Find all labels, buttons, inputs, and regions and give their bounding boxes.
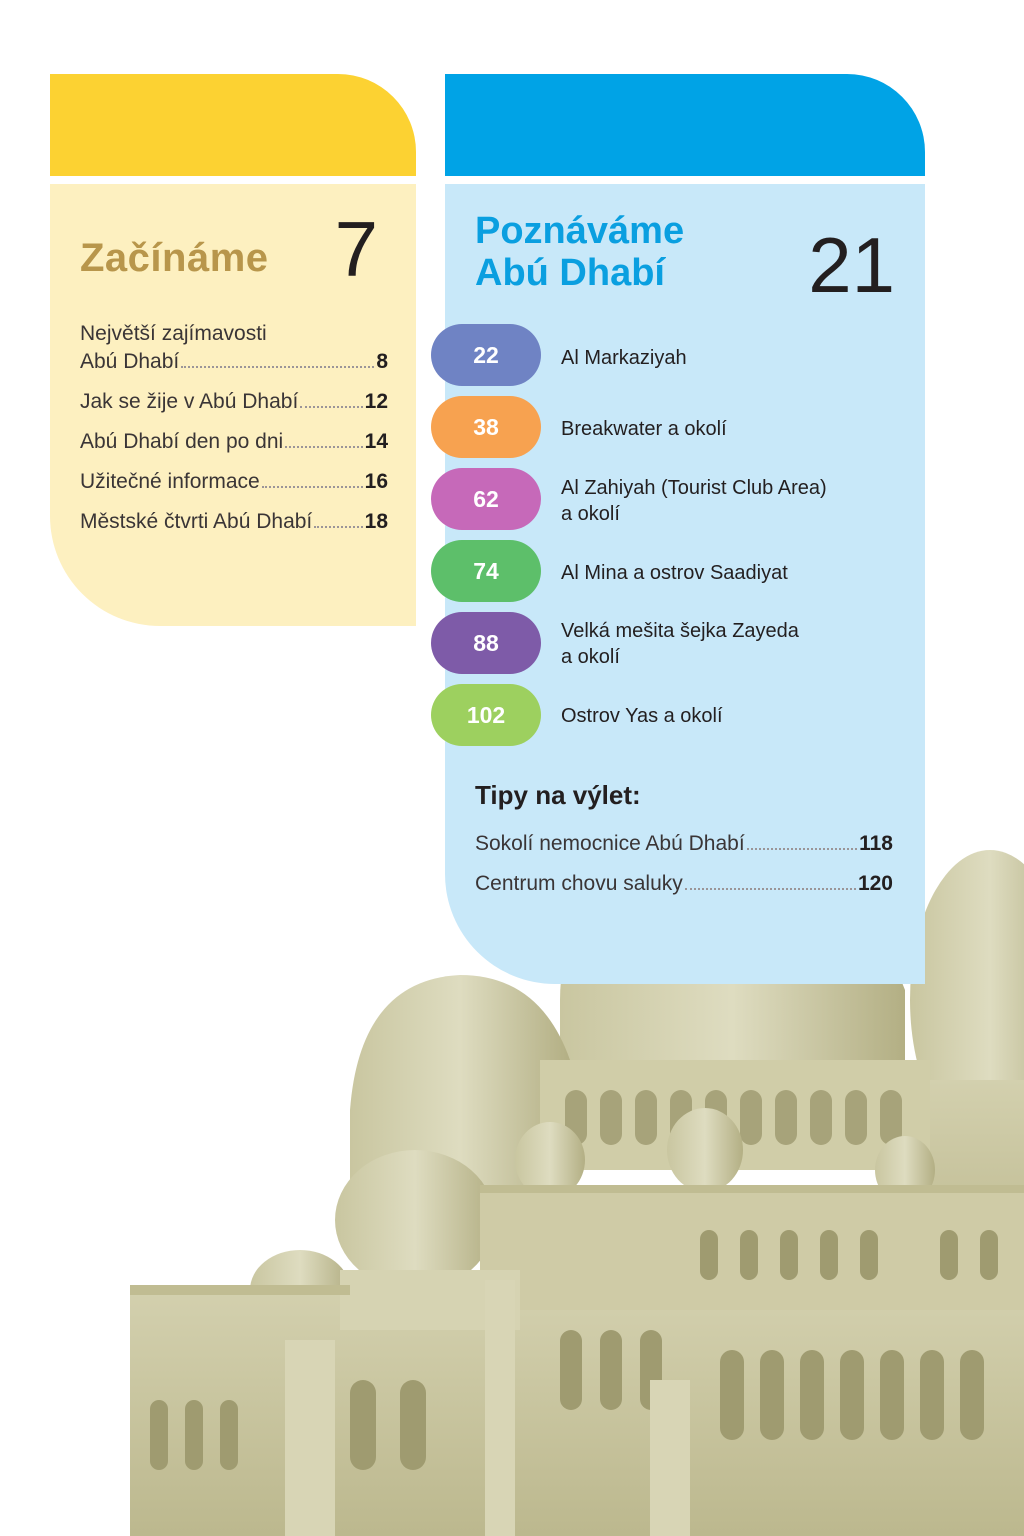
getting-started-header-bar xyxy=(50,74,416,176)
section-label-line1: Velká mešita šejka Zayeda xyxy=(561,620,799,642)
trip-item-page: 118 xyxy=(859,832,893,855)
toc-item-page: 18 xyxy=(364,510,388,533)
toc-item-living[interactable] xyxy=(80,388,388,416)
leader-dots xyxy=(285,446,362,448)
section-label xyxy=(561,618,901,670)
toc-item-page: 16 xyxy=(364,470,388,493)
exploring-title-line1: Poznáváme xyxy=(475,210,685,252)
toc-item-districts[interactable] xyxy=(80,508,388,536)
toc-item-page: 14 xyxy=(364,430,388,453)
trip-item-title: Sokolí nemocnice Abú Dhabí xyxy=(475,832,745,855)
toc-item-title: Jak se žije v Abú Dhabí xyxy=(80,390,299,413)
section-label-line1: Breakwater a okolí xyxy=(561,418,727,440)
toc-item-page: 8 xyxy=(376,350,388,373)
section-label xyxy=(561,703,901,729)
trip-item-title: Centrum chovu saluky xyxy=(475,872,683,895)
trip-item-falcon-hospital[interactable] xyxy=(475,830,893,858)
section-page-pill: 62 xyxy=(431,468,541,530)
exploring-card xyxy=(445,184,925,984)
leader-dots xyxy=(685,888,856,890)
section-label-line1: Al Zahiyah (Tourist Club Area) xyxy=(561,477,827,499)
getting-started-toc xyxy=(80,320,388,548)
leader-dots xyxy=(300,406,362,408)
section-label xyxy=(561,345,901,371)
section-page-pill: 38 xyxy=(431,396,541,458)
section-label xyxy=(561,416,901,442)
trip-item-page: 120 xyxy=(857,872,893,895)
toc-item-title: Abú Dhabí den po dni xyxy=(80,430,284,453)
section-label xyxy=(561,475,901,527)
section-page-pill: 22 xyxy=(431,324,541,386)
toc-item-page: 12 xyxy=(364,390,388,413)
getting-started-page: 7 xyxy=(334,205,378,293)
section-page-pill: 74 xyxy=(431,540,541,602)
toc-item-useful-info[interactable] xyxy=(80,468,388,496)
getting-started-card xyxy=(50,184,416,626)
toc-item-title: Užitečné informace xyxy=(80,470,260,493)
toc-item-title: Městské čtvrti Abú Dhabí xyxy=(80,510,313,533)
section-page-pill: 88 xyxy=(431,612,541,674)
section-label-line1: Al Markaziyah xyxy=(561,347,687,369)
trips-title: Tipy na výlet: xyxy=(475,780,641,810)
leader-dots xyxy=(314,526,362,528)
leader-dots xyxy=(181,366,374,368)
exploring-header-bar xyxy=(445,74,925,176)
trip-item-saluki-centre[interactable] xyxy=(475,870,893,898)
toc-item-day-by-day[interactable] xyxy=(80,428,388,456)
trips-toc xyxy=(475,830,893,910)
toc-item-title-line1: Největší zajímavosti xyxy=(80,322,267,345)
section-label-line2: a okolí xyxy=(561,646,620,668)
toc-item-title-line2: Abú Dhabí xyxy=(80,350,180,373)
section-label xyxy=(561,560,901,586)
exploring-title xyxy=(475,210,684,294)
section-page-pill: 102 xyxy=(431,684,541,746)
exploring-title-line2: Abú Dhabí xyxy=(475,252,665,294)
exploring-page: 21 xyxy=(808,221,895,309)
getting-started-title: Začínáme xyxy=(80,236,269,280)
section-label-line2: a okolí xyxy=(561,503,620,525)
leader-dots xyxy=(747,848,857,850)
section-label-line1: Al Mina a ostrov Saadiyat xyxy=(561,562,788,584)
leader-dots xyxy=(262,486,363,488)
toc-item-highlights[interactable] xyxy=(80,320,388,376)
section-label-line1: Ostrov Yas a okolí xyxy=(561,705,723,727)
